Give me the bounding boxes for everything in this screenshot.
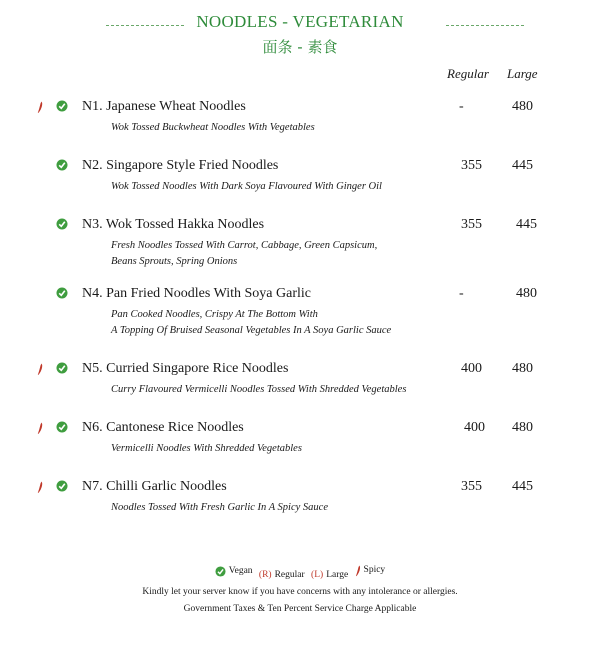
legend-regular: Regular [274, 569, 305, 580]
section-title: NOODLES - VEGETARIAN [196, 12, 404, 31]
vegan-leaf-icon [56, 421, 68, 433]
item-description [111, 500, 431, 516]
price-regular: - [459, 99, 464, 114]
vegan-leaf-icon [56, 480, 68, 492]
item-description-line: Wok Tossed Noodles With Dark Soya Flavoured With Ginger Oil [111, 181, 382, 192]
item-description [111, 179, 431, 195]
allergy-note: Kindly let your server know if you have concerns with any intolerance or allergies. [142, 586, 458, 597]
section-subtitle: 面条 - 素食 [262, 38, 338, 56]
price-regular: 355 [461, 217, 482, 232]
chili-icon [37, 481, 43, 494]
legend-large: Large [326, 569, 349, 580]
item-description-line: Vermicelli Noodles With Shredded Vegetables [111, 443, 302, 454]
legend-large-code: (L) [311, 569, 324, 580]
item-description-line: Noodles Tossed With Fresh Garlic In A Spicy Sauce [111, 502, 328, 513]
column-header-regular: Regular [447, 66, 489, 81]
item-description-line: Wok Tossed Buckwheat Noodles With Vegetables [111, 122, 315, 133]
item-name: N5. Curried Singapore Rice Noodles [82, 361, 289, 376]
item-name: N6. Cantonese Rice Noodles [82, 420, 244, 435]
item-description [111, 382, 431, 398]
vegan-leaf-icon [56, 100, 68, 112]
item-name: N4. Pan Fried Noodles With Soya Garlic [82, 286, 311, 301]
price-large: 480 [516, 286, 537, 301]
item-description [111, 441, 431, 457]
price-regular: 400 [464, 420, 485, 435]
vegan-leaf-icon [56, 218, 68, 230]
item-name: N3. Wok Tossed Hakka Noodles [82, 217, 265, 232]
item-name: N7. Chilli Garlic Noodles [82, 479, 227, 494]
legend-vegan: Vegan [228, 565, 253, 576]
item-name: N2. Singapore Style Fried Noodles [82, 158, 279, 173]
item-description-line: Beans Sprouts, Spring Onions [111, 256, 238, 267]
price-regular: - [459, 286, 464, 301]
chili-icon [355, 565, 361, 577]
item-description-line: Fresh Noodles Tossed With Carrot, Cabbage, Green Capsicum, [111, 240, 378, 251]
price-regular: 355 [461, 479, 482, 494]
price-large: 480 [512, 99, 533, 114]
legend-spicy: Spicy [363, 565, 386, 575]
price-large: 445 [512, 479, 533, 494]
item-description [111, 307, 431, 339]
tax-note: Government Taxes & Ten Percent Service Charge Applicable [183, 603, 417, 614]
price-large: 445 [516, 217, 537, 232]
legend-regular-code: (R) [258, 569, 272, 580]
price-large: 480 [512, 420, 533, 435]
item-description [111, 120, 431, 136]
legend [0, 562, 600, 584]
chili-icon [37, 422, 43, 435]
price-regular: 400 [461, 361, 482, 376]
item-description-line: A Topping Of Bruised Seasonal Vegetables In A Soya Garlic Sauce [111, 325, 392, 336]
item-description-line: Curry Flavoured Vermicelli Noodles Tossed With Shredded Vegetables [111, 384, 407, 395]
price-regular: 355 [461, 158, 482, 173]
column-header-large: Large [507, 66, 538, 81]
price-large: 445 [512, 158, 533, 173]
menu-header [0, 12, 600, 57]
chili-icon [37, 101, 43, 114]
vegan-leaf-icon [56, 287, 68, 299]
item-description-line: Pan Cooked Noodles, Crispy At The Bottom With [111, 309, 318, 320]
price-large: 480 [512, 361, 533, 376]
chili-icon [37, 363, 43, 376]
vegan-leaf-icon [215, 566, 226, 577]
menu-footer [0, 562, 600, 618]
vegan-leaf-icon [56, 362, 68, 374]
item-description [111, 238, 431, 270]
vegan-leaf-icon [56, 159, 68, 171]
item-name: N1. Japanese Wheat Noodles [82, 99, 246, 114]
